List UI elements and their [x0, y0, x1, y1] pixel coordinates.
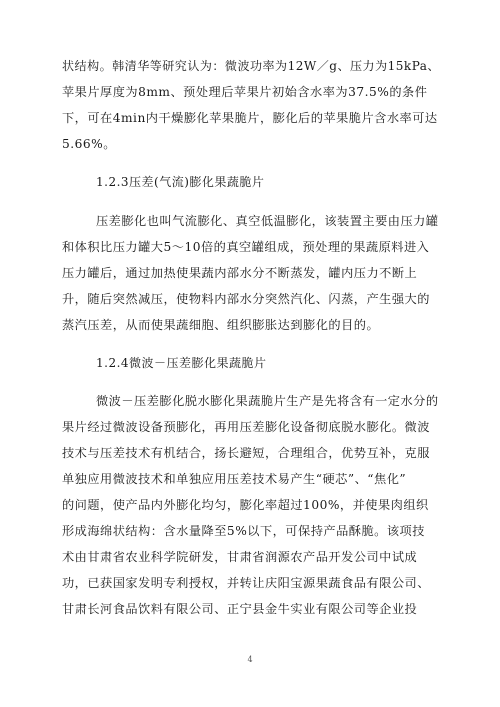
paragraph-line: 状结构。韩清华等研究认为：微波功率为12W／g、压力为15kPa、 — [62, 59, 440, 73]
paragraph-line: 术由甘肃省农业科学院研发，甘肃省润源农产品开发公司中试成 — [62, 550, 418, 564]
paragraph-line: 压力罐后，通过加热使果蔬内部水分不断蒸发，罐内压力不断上 — [62, 266, 418, 280]
page-number: 4 — [247, 655, 253, 664]
paragraph-line: 的问题，使产品内外膨化均匀，膨化率超过100%，并使果肉组织 — [62, 498, 429, 512]
paragraph-line: 和体积比压力罐大5～10倍的真空罐组成，预处理的果蔬原料进入 — [62, 240, 430, 254]
paragraph-line: 蒸汽压差，从而使果蔬细胞、组织膨胀达到膨化的目的。 — [62, 318, 380, 332]
paragraph-line: 单独应用微波技术和单独应用压差技术易产生“硬芯”、“焦化” — [62, 472, 407, 486]
paragraph-line: 技术与压差技术有机结合，扬长避短，合理组合，优势互补，克服 — [62, 446, 430, 460]
paragraph-line: 5.66%。 — [62, 137, 116, 151]
paragraph-line: 果片经过微波设备预膨化，再用压差膨化设备彻底脱水膨化。微波 — [62, 420, 430, 434]
paragraph-line: 下，可在4min内干燥膨化苹果脆片，膨化后的苹果脆片含水率可达 — [62, 111, 438, 125]
paragraph-line: 甘肃长河食品饮料有限公司、正宁县金牛实业有限公司等企业投 — [62, 602, 418, 616]
section-heading-1-2-4: 1.2.4微波－压差膨化果蔬脆片 — [96, 356, 267, 370]
paragraph-line: 压差膨化也叫气流膨化、真空低温膨化，该装置主要由压力罐 — [96, 214, 439, 228]
paragraph-line: 升，随后突然减压，使物料内部水分突然汽化、闪蒸，产生强大的 — [62, 292, 430, 306]
paragraph-line: 微波－压差膨化脱水膨化果蔬脆片生产是先将含有一定水分的 — [96, 394, 439, 408]
paragraph-line: 苹果片厚度为8mm、预处理后苹果片初始含水率为37.5%的条件 — [62, 85, 428, 99]
paragraph-line: 功，已获国家发明专利授权，并转让庆阳宝源果蔬食品有限公司、 — [62, 576, 430, 590]
paragraph-line: 形成海绵状结构：含水量降至5%以下，可保持产品酥脆。该项技 — [62, 524, 425, 538]
section-heading-1-2-3: 1.2.3压差(气流)膨化果蔬脆片 — [96, 175, 265, 189]
